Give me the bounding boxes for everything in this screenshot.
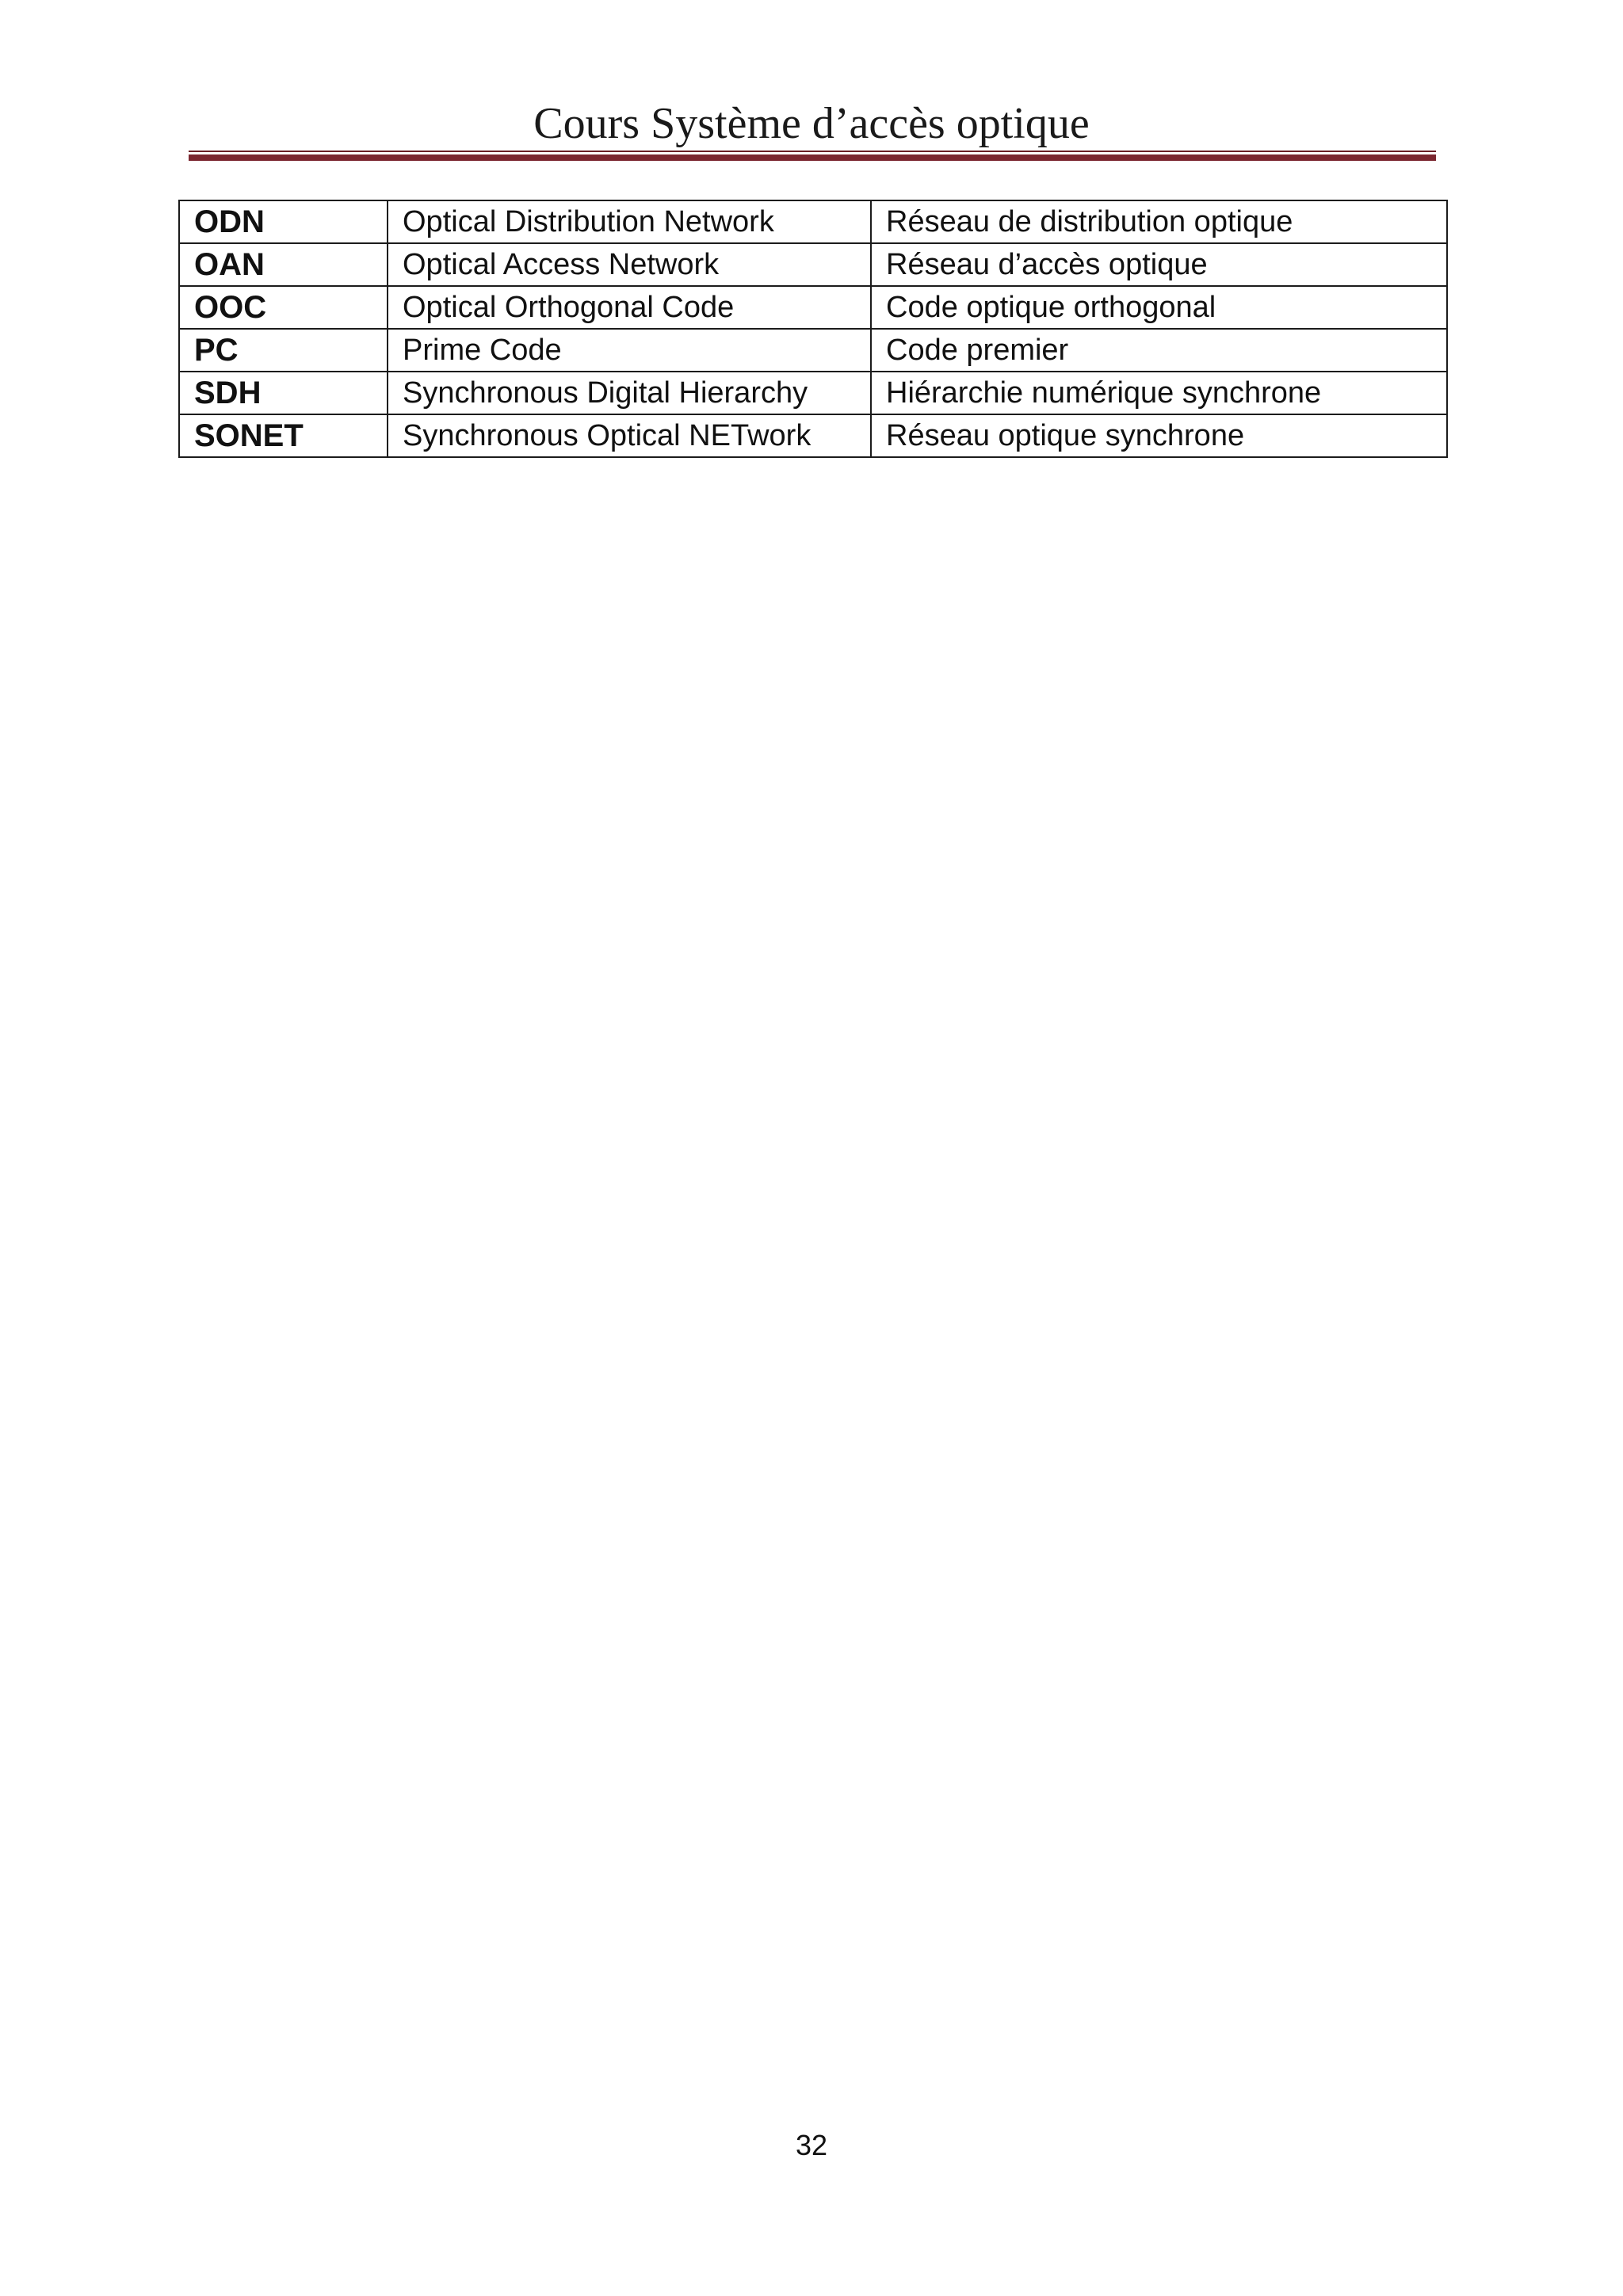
french-term-cell: Réseau d’accès optique [871, 243, 1447, 286]
abbreviations-table-container [178, 200, 1446, 458]
abbreviation-cell: OAN [179, 243, 388, 286]
french-term-cell: Code premier [871, 329, 1447, 372]
english-term-cell: Synchronous Digital Hierarchy [388, 372, 871, 414]
french-term-cell: Hiérarchie numérique synchrone [871, 372, 1447, 414]
abbreviations-table [178, 200, 1448, 458]
english-term-cell: Optical Access Network [388, 243, 871, 286]
page-header-title: Cours Système d’accès optique [533, 99, 1090, 148]
table-row [179, 329, 1447, 372]
abbreviation-cell: SDH [179, 372, 388, 414]
table-row [179, 372, 1447, 414]
english-term-cell: Optical Distribution Network [388, 200, 871, 243]
table-row [179, 200, 1447, 243]
header-rule-thick-line [189, 154, 1436, 161]
french-term-cell: Réseau optique synchrone [871, 414, 1447, 457]
abbreviation-cell: ODN [179, 200, 388, 243]
table-row [179, 414, 1447, 457]
french-term-cell: Réseau de distribution optique [871, 200, 1447, 243]
english-term-cell: Synchronous Optical NETwork [388, 414, 871, 457]
page-number: 32 [795, 2129, 828, 2161]
table-row [179, 243, 1447, 286]
english-term-cell: Prime Code [388, 329, 871, 372]
abbreviation-cell: OOC [179, 286, 388, 329]
abbreviation-cell: SONET [179, 414, 388, 457]
header-rule [189, 151, 1436, 161]
english-term-cell: Optical Orthogonal Code [388, 286, 871, 329]
french-term-cell: Code optique orthogonal [871, 286, 1447, 329]
abbreviation-cell: PC [179, 329, 388, 372]
table-row [179, 286, 1447, 329]
